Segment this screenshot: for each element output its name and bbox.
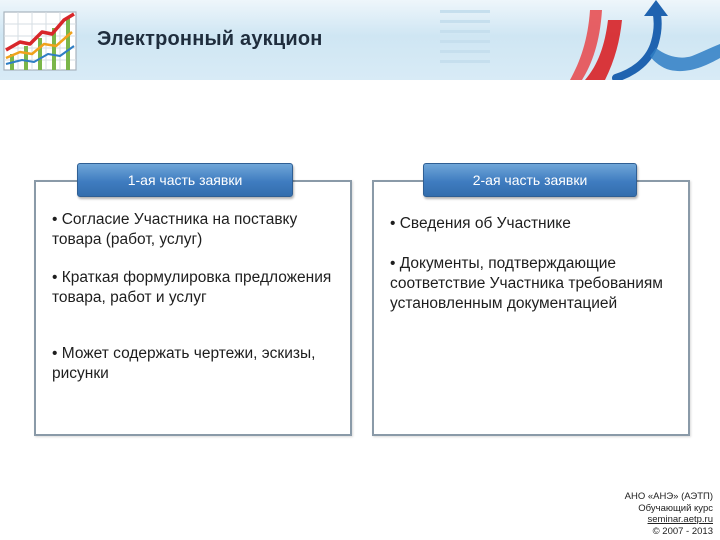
bullet-drawings: • Может содержать чертежи, эскизы, рисунки — [52, 345, 316, 382]
bullet-participant-info: • Сведения об Участнике — [390, 215, 571, 232]
second-part-header: 2-ая часть заявки — [423, 163, 637, 197]
footer-course: Обучающий курс — [638, 502, 713, 514]
curved-arrow-icon — [616, 0, 720, 78]
footer-credits — [625, 491, 713, 537]
bullet-documents: • Документы, подтверждающие соответствие Участника требованиям установленным документацией — [390, 255, 663, 312]
chart-logo-icon — [2, 4, 84, 74]
footer-org: АНО «АНЭ» (АЭТП) — [624, 491, 713, 502]
header-decoration — [430, 0, 720, 80]
header-bar — [0, 0, 720, 80]
page-title: Электронный аукцион — [97, 28, 323, 50]
footer-copyright: © 2007 - 2013 — [652, 525, 713, 537]
footer-site-link[interactable]: seminar.aetp.ru — [647, 514, 713, 525]
first-part-header: 1-ая часть заявки — [77, 163, 293, 197]
bullet-brief-offer: • Краткая формулировка предложения товара, работ и услуг — [52, 269, 332, 306]
bullet-consent: • Согласие Участника на поставку товара (работ, услуг) — [52, 211, 298, 248]
